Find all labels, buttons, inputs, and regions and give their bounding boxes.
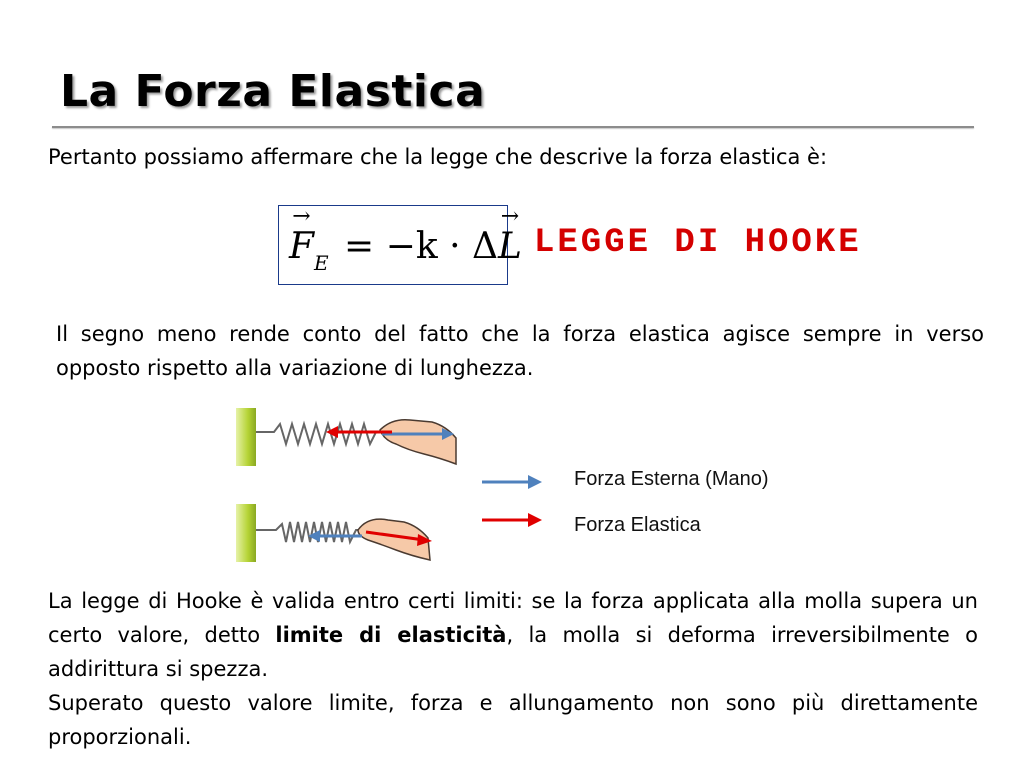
limit-text-after: , la molla si deforma irreversibilmente o addirittura si spezza. [48, 623, 978, 681]
elastic-limit-term: limite di elasticità [275, 623, 507, 647]
length-symbol: L [497, 226, 522, 267]
legend-external-label: Forza Esterna (Mano) [574, 468, 769, 490]
limit-text-before: La legge di Hooke è valida entro certi limiti: se la forza applicata alla molla supera un certo valore, detto [48, 589, 978, 647]
intro-paragraph: Pertanto possiamo affermare che la legge che descrive la forza elastica è: [48, 145, 828, 169]
wall-icon [236, 408, 256, 466]
hand-icon [380, 420, 456, 464]
spring-stretch-illustration [232, 404, 464, 470]
formula-equals: = −k · Δ [344, 226, 498, 267]
length-vector [498, 226, 522, 267]
force-subscript: E [313, 251, 329, 275]
law-name: LEGGE DI HOOKE [534, 224, 862, 262]
conclusion-paragraph: Superato questo valore limite, forza e allungamento non sono più direttamente proporzionali. [48, 691, 978, 749]
slide-title: La Forza Elastica [60, 66, 486, 117]
wall-icon [236, 504, 256, 562]
legend-elastic-arrow [480, 510, 546, 530]
sign-note-paragraph: Il segno meno rende conto del fatto che la forza elastica agisce sempre in verso opposto rispetto alla variazione di lunghezza. [56, 322, 984, 380]
hooke-formula [278, 205, 522, 285]
spring-coil [256, 522, 366, 542]
legend-elastic-label: Forza Elastica [574, 514, 701, 536]
legend-external-arrow [480, 472, 546, 492]
spring-compress-illustration [232, 500, 442, 566]
limit-paragraph [48, 584, 978, 686]
spring-coil [256, 424, 394, 444]
force-vector [289, 226, 314, 267]
title-divider [52, 126, 974, 128]
force-symbol: F [289, 226, 314, 267]
